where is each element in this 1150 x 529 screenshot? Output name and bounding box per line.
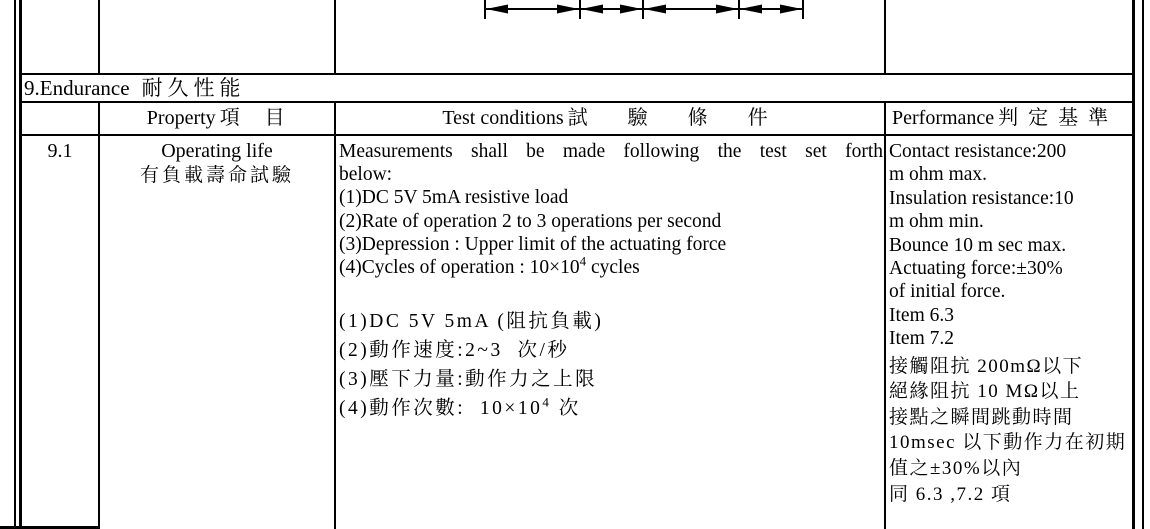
- rule-header-bottom: [19, 134, 1135, 136]
- performance-line-zh-2: 絕緣阻抗 10 MΩ以上: [889, 381, 1081, 403]
- cycles-zh-pre: (4)動作次數: 10×10: [339, 398, 543, 420]
- performance-line-zh-5: 值之±30%以內: [889, 458, 1023, 480]
- header-performance-zh: 判 定 基 準: [998, 107, 1111, 129]
- col-rule-3-bottom: [884, 101, 886, 529]
- dimension-arrows-svg: [484, 0, 805, 19]
- property-name-en: Operating life: [161, 140, 273, 162]
- header-test-conditions-zh: 試 驗 條 件: [567, 107, 778, 129]
- header-test-conditions-en: Test conditions: [442, 107, 564, 129]
- condition-line-zh-1: (1)DC 5V 5mA (阻抗負載): [339, 311, 604, 333]
- header-property-zh: 項 目: [219, 107, 288, 129]
- condition-line-en-4: [339, 253, 883, 279]
- performance-line-en-7: of initial force.: [889, 281, 1006, 303]
- section-title-zh: 耐久性能: [141, 76, 246, 100]
- condition-line-zh-2: (2)動作速度:2~3 次/秒: [339, 340, 570, 362]
- performance-line-en-4: m ohm min.: [889, 211, 984, 233]
- col-rule-2-top: [334, 0, 336, 73]
- performance-line-zh-3: 接點之瞬間跳動時間: [889, 406, 1074, 428]
- performance-line-en-6: Actuating force:±30%: [889, 258, 1063, 280]
- cycles-en-pre: (4)Cycles of operation : 10×10: [339, 257, 580, 279]
- col-rule-1-top: [98, 0, 100, 73]
- header-test-conditions: [336, 103, 884, 134]
- performance-line-en-8: Item 6.3: [889, 304, 954, 326]
- cycles-en-sup: 4: [579, 253, 587, 269]
- conditions-zh-block: [339, 307, 883, 423]
- condition-line-en-1: (1)DC 5V 5mA resistive load: [339, 187, 569, 209]
- cycles-zh-sup: 4: [542, 394, 552, 410]
- performance-line-zh-1: 接觸阻抗 200mΩ以下: [889, 355, 1084, 377]
- property-name-zh: 有負載壽命試驗: [139, 165, 294, 186]
- page-border-left-outer: [14, 0, 16, 529]
- condition-line-zh-3: (3)壓下力量:動作力之上限: [339, 369, 598, 391]
- header-performance: [886, 103, 1138, 134]
- conditions-intro-line2: below:: [339, 164, 393, 186]
- header-property: [100, 103, 334, 134]
- condition-line-en-3: (3)Depression : Upper limit of the actuating force: [339, 233, 727, 255]
- page-border-right-outer: [1142, 0, 1144, 529]
- conditions-intro-line1: Measurements shall be made following the test set forth: [339, 141, 883, 162]
- performance-line-zh-4: 10msec 以下動作力在初期: [889, 432, 1127, 454]
- col-rule-2-bottom: [334, 101, 336, 529]
- header-performance-en: Performance: [892, 107, 995, 129]
- condition-line-zh-4: [339, 394, 883, 423]
- section-title: [24, 75, 246, 101]
- col-rule-3-top: [884, 0, 886, 73]
- performance-line-en-1: Contact resistance:200: [889, 141, 1067, 162]
- page-border-left-inner: [19, 0, 22, 529]
- dimension-arrows-icon: [484, 0, 805, 19]
- section-title-en: 9.Endurance: [24, 76, 130, 100]
- row-performance-cell: [889, 140, 1131, 507]
- performance-line-zh-6: 同 6.3 ,7.2 項: [889, 483, 1012, 505]
- row-property-cell: [100, 139, 334, 188]
- header-property-en: Property: [146, 107, 216, 129]
- condition-line-en-2: (2)Rate of operation 2 to 3 operations per second: [339, 210, 722, 232]
- performance-line-en-5: Bounce 10 m sec max.: [889, 234, 1067, 256]
- performance-line-en-9: Item 7.2: [889, 328, 954, 350]
- row-test-conditions-cell: [339, 140, 883, 423]
- performance-line-en-3: Insulation resistance:10: [889, 187, 1074, 209]
- performance-line-en-2: m ohm max.: [889, 164, 988, 186]
- page-border-right-inner: [1132, 0, 1135, 529]
- row-item-number: 9.1: [47, 140, 73, 162]
- cycles-en-post: cycles: [586, 257, 640, 279]
- performance-zh-block: [889, 354, 1131, 508]
- cycles-zh-post: 次: [551, 398, 581, 420]
